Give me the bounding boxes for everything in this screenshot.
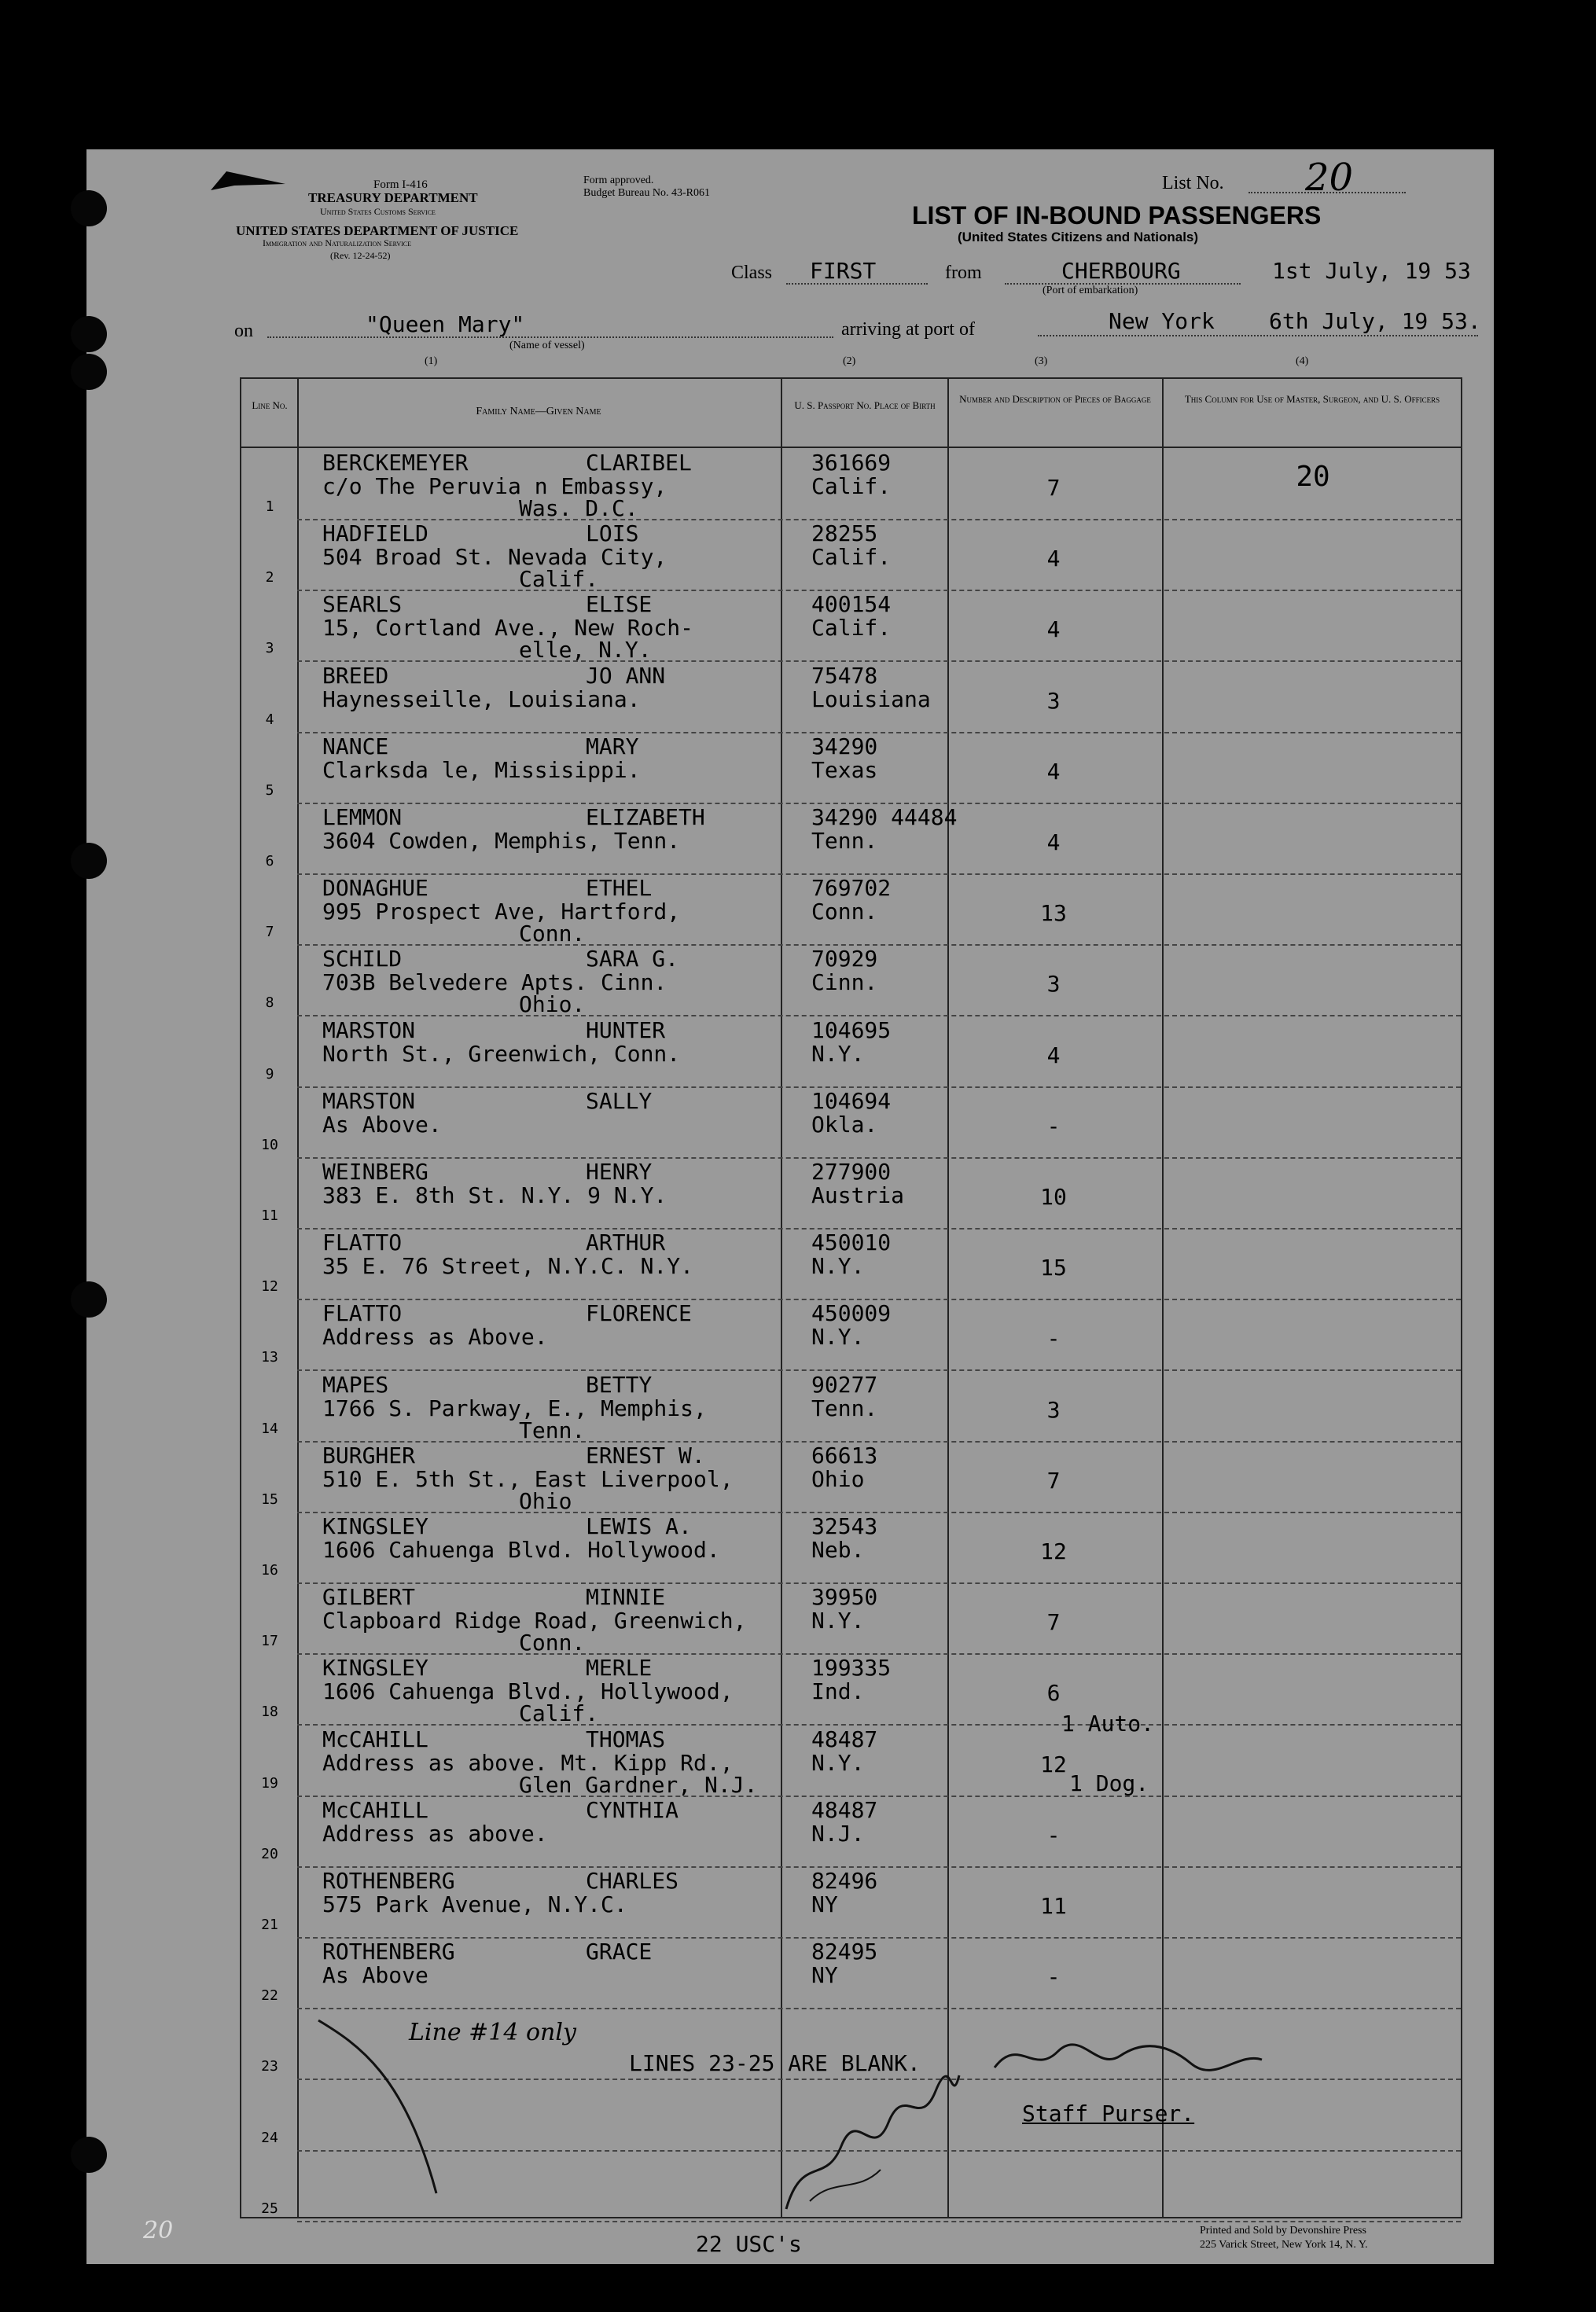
- passport-number: 34290 44484: [811, 804, 958, 830]
- baggage-count: -: [1046, 1113, 1061, 1139]
- handwritten-note: Line #14 only: [409, 2019, 576, 2046]
- address-line-1: 1606 Cahuenga Blvd., Hollywood,: [322, 1678, 734, 1704]
- address-line-1: Address as above.: [322, 1821, 548, 1847]
- row-rule: [297, 944, 1461, 946]
- baggage-count: -: [1046, 1964, 1061, 1990]
- line-number: 4: [265, 711, 274, 728]
- address-line-1: 703B Belvedere Apts. Cinn.: [322, 969, 667, 995]
- address-line-1: As Above.: [322, 1112, 442, 1138]
- col-num-3: (3): [1035, 355, 1048, 367]
- baggage-count: 15: [1040, 1255, 1067, 1281]
- place-of-birth: Ind.: [811, 1678, 865, 1704]
- baggage-count: 4: [1046, 759, 1061, 785]
- line-number: 5: [265, 782, 274, 799]
- surname: BERCKEMEYER: [322, 450, 469, 476]
- place-of-birth: Austria: [811, 1182, 905, 1208]
- place-of-birth: Tenn.: [811, 1395, 878, 1421]
- line-number: 2: [265, 569, 274, 586]
- line-number: 14: [261, 1421, 278, 1437]
- extra-baggage-auto: 1 Auto.: [1061, 1711, 1155, 1737]
- address-line-1: 1766 S. Parkway, E., Memphis,: [322, 1395, 707, 1421]
- given-name: ARTHUR: [586, 1230, 666, 1255]
- row-rule: [297, 2221, 1461, 2222]
- given-name: CHARLES: [586, 1868, 679, 1894]
- place-of-birth: Tenn.: [811, 828, 878, 854]
- row-rule: [297, 519, 1461, 520]
- line-number: 10: [261, 1137, 278, 1153]
- line-number: 19: [261, 1775, 278, 1792]
- baggage-count: 3: [1046, 688, 1061, 714]
- surname: McCAHILL: [322, 1726, 428, 1752]
- address-line-2: Glen Gardner, N.J.: [519, 1772, 758, 1798]
- arrival-date: 6th July, 19 53.: [1269, 308, 1481, 334]
- address-line-1: As Above: [322, 1962, 428, 1988]
- given-name: HUNTER: [586, 1017, 666, 1043]
- address-line-1: 504 Broad St. Nevada City,: [322, 544, 667, 570]
- address-line-1: 35 E. 76 Street, N.Y.C. N.Y.: [322, 1253, 694, 1279]
- place-of-birth: Ohio: [811, 1466, 865, 1492]
- staff-purser: Staff Purser.: [1022, 2101, 1195, 2126]
- printer-line-2: 225 Varick Street, New York 14, N. Y.: [1200, 2239, 1368, 2251]
- line-number: 21: [261, 1917, 278, 1933]
- embark-date: 1st July, 19 53: [1272, 258, 1471, 284]
- usc-note: 22 USC's: [696, 2231, 802, 2257]
- surname: BURGHER: [322, 1443, 416, 1468]
- line-number: 13: [261, 1349, 278, 1366]
- given-name: THOMAS: [586, 1726, 666, 1752]
- list-no-value: 20: [1305, 156, 1354, 200]
- line-number: 22: [261, 1987, 278, 2004]
- row-rule: [297, 1369, 1461, 1371]
- line-number: 3: [265, 640, 274, 656]
- line-number: 25: [261, 2200, 278, 2217]
- address-line-2: Conn.: [519, 921, 586, 946]
- given-name: SALLY: [586, 1088, 653, 1114]
- punch-hole: [71, 843, 107, 879]
- given-name: LOIS: [586, 520, 639, 546]
- address-line-1: Clarksda le, Missisippi.: [322, 757, 641, 783]
- place-of-birth: N.Y.: [811, 1608, 865, 1634]
- budget-bureau: Budget Bureau No. 43-R061: [583, 187, 710, 199]
- baggage-count: 11: [1040, 1893, 1067, 1919]
- surname: ROTHENBERG: [322, 1939, 455, 1965]
- surname: KINGSLEY: [322, 1655, 428, 1681]
- line-number: 15: [261, 1491, 278, 1508]
- address-line-1: c/o The Peruvia n Embassy,: [322, 473, 667, 499]
- passport-number: 48487: [811, 1797, 878, 1823]
- vessel-name: "Queen Mary": [366, 311, 525, 337]
- line-number: 23: [261, 2058, 278, 2075]
- given-name: BETTY: [586, 1372, 653, 1398]
- baggage-count: 6: [1046, 1680, 1061, 1706]
- margin-note: 20: [143, 2217, 174, 2244]
- passport-number: 277900: [811, 1159, 892, 1185]
- passport-number: 450010: [811, 1230, 892, 1255]
- place-of-birth: N.Y.: [811, 1253, 865, 1279]
- form-title: LIST OF IN-BOUND PASSENGERS: [912, 201, 1322, 230]
- address-line-1: 3604 Cowden, Memphis, Tenn.: [322, 828, 681, 854]
- surname: BREED: [322, 663, 389, 689]
- baggage-count: 10: [1040, 1184, 1067, 1210]
- place-of-birth: Neb.: [811, 1537, 865, 1563]
- official-signature: [778, 2060, 967, 2217]
- corner-mark: [211, 167, 289, 195]
- header-family-name: Family Name—Given Name: [476, 406, 601, 417]
- punch-hole: [71, 1281, 107, 1318]
- place-of-birth: Calif.: [811, 615, 892, 641]
- baggage-count: -: [1046, 1822, 1061, 1848]
- row-rule: [297, 1512, 1461, 1513]
- address-line-1: 510 E. 5th St., East Liverpool,: [322, 1466, 734, 1492]
- row-rule: [297, 2008, 1461, 2009]
- port-embark-label: (Port of embarkation): [1043, 285, 1138, 296]
- surname: KINGSLEY: [322, 1513, 428, 1539]
- surname: SCHILD: [322, 946, 403, 972]
- address-line-2: Calif.: [519, 566, 599, 592]
- form-subtitle: (United States Citizens and Nationals): [958, 230, 1199, 244]
- given-name: GRACE: [586, 1939, 653, 1965]
- treasury-dept: TREASURY DEPARTMENT: [308, 190, 478, 205]
- line-number: 6: [265, 853, 274, 869]
- address-line-2: Calif.: [519, 1700, 599, 1726]
- punch-hole: [71, 354, 107, 390]
- given-name: ETHEL: [586, 875, 653, 901]
- class-label: Class: [731, 263, 773, 283]
- place-of-birth: Louisiana: [811, 686, 931, 712]
- passport-number: 90277: [811, 1372, 878, 1398]
- line-number: 7: [265, 924, 274, 940]
- header-officers: This Column for Use of Master, Surgeon, and U. S. Officers: [1184, 393, 1440, 405]
- place-of-birth: Cinn.: [811, 969, 878, 995]
- passport-number: 104695: [811, 1017, 892, 1043]
- arrival-port: New York: [1109, 308, 1215, 334]
- surname: DONAGHUE: [322, 875, 428, 901]
- punch-hole: [71, 190, 107, 226]
- passport-number: 769702: [811, 875, 892, 901]
- surname: GILBERT: [322, 1584, 416, 1610]
- on-label: on: [234, 321, 253, 341]
- row-rule: [297, 1724, 1461, 1726]
- place-of-birth: N.Y.: [811, 1041, 865, 1067]
- passport-number: 361669: [811, 450, 892, 476]
- blank-lines-note: LINES 23-25 ARE BLANK.: [629, 2050, 921, 2076]
- surname: WEINBERG: [322, 1159, 428, 1185]
- baggage-count: 4: [1046, 1042, 1061, 1068]
- address-line-1: 15, Cortland Ave., New Roch-: [322, 615, 694, 641]
- line-number: 9: [265, 1066, 274, 1082]
- surname: NANCE: [322, 733, 389, 759]
- header-line-no: Line No.: [252, 399, 288, 411]
- arriving-label: arriving at port of: [841, 319, 975, 340]
- passport-number: 104694: [811, 1088, 892, 1114]
- surname: McCAHILL: [322, 1797, 428, 1823]
- row-rule: [297, 1796, 1461, 1797]
- passport-number: 28255: [811, 520, 878, 546]
- baggage-count: 12: [1040, 1751, 1067, 1777]
- passport-number: 66613: [811, 1443, 878, 1468]
- col-num-2: (2): [843, 355, 856, 367]
- row-rule: [297, 1015, 1461, 1016]
- given-name: MINNIE: [586, 1584, 666, 1610]
- class-value: FIRST: [810, 258, 877, 284]
- line-number: 17: [261, 1633, 278, 1649]
- address-line-1: Clapboard Ridge Road, Greenwich,: [322, 1608, 747, 1634]
- baggage-count: 4: [1046, 546, 1061, 572]
- address-line-1: 995 Prospect Ave, Hartford,: [322, 899, 681, 924]
- passport-number: 48487: [811, 1726, 878, 1752]
- col-num-1: (1): [425, 355, 438, 367]
- punch-hole: [71, 316, 107, 352]
- given-name: JO ANN: [586, 663, 666, 689]
- passport-number: 82496: [811, 1868, 878, 1894]
- place-of-birth: N.Y.: [811, 1750, 865, 1776]
- check-stroke: [311, 2012, 515, 2201]
- line-number: 1: [265, 498, 274, 515]
- row-rule: [297, 732, 1461, 733]
- surname: FLATTO: [322, 1300, 403, 1326]
- address-line-1: Address as above. Mt. Kipp Rd.,: [322, 1750, 734, 1776]
- baggage-count: 12: [1040, 1538, 1067, 1564]
- row-rule: [297, 1582, 1461, 1584]
- passport-number: 32543: [811, 1513, 878, 1539]
- header-baggage: Number and Description of Pieces of Baggage: [959, 393, 1151, 405]
- address-line-1: North St., Greenwich, Conn.: [322, 1041, 681, 1067]
- form-number: Form I-416: [373, 178, 428, 191]
- line-number: 11: [261, 1207, 278, 1224]
- surname: MAPES: [322, 1372, 389, 1398]
- customs-service: United States Customs Service: [320, 206, 436, 217]
- address-line-1: 575 Park Avenue, N.Y.C.: [322, 1891, 627, 1917]
- extra-baggage-dog: 1 Dog.: [1069, 1770, 1149, 1796]
- surname: MARSTON: [322, 1017, 416, 1043]
- address-line-2: Tenn.: [519, 1417, 586, 1443]
- passport-number: 75478: [811, 663, 878, 689]
- baggage-count: -: [1046, 1325, 1061, 1351]
- surname: HADFIELD: [322, 520, 428, 546]
- printer-line-1: Printed and Sold by Devonshire Press: [1200, 2225, 1366, 2237]
- passport-number: 450009: [811, 1300, 892, 1326]
- revision: (Rev. 12-24-52): [330, 250, 391, 261]
- row-rule: [297, 1937, 1461, 1939]
- form-approved: Form approved.: [583, 175, 654, 186]
- line-number: 8: [265, 994, 274, 1011]
- header-passport: U. S. Passport No. Place of Birth: [794, 399, 936, 411]
- baggage-count: 3: [1046, 971, 1061, 997]
- place-of-birth: Calif.: [811, 473, 892, 499]
- row-rule: [297, 1866, 1461, 1868]
- justice-dept: UNITED STATES DEPARTMENT OF JUSTICE: [236, 223, 519, 238]
- from-value: CHERBOURG: [1061, 258, 1181, 284]
- baggage-count: 7: [1046, 1609, 1061, 1635]
- list-no-label: List No.: [1162, 173, 1224, 193]
- baggage-count: 3: [1046, 1397, 1061, 1423]
- given-name: LEWIS A.: [586, 1513, 692, 1539]
- punch-hole: [71, 2137, 107, 2173]
- vessel-label: (Name of vessel): [509, 340, 585, 351]
- passport-number: 82495: [811, 1939, 878, 1965]
- ins-service: Immigration and Naturalization Service: [263, 237, 412, 248]
- row-rule: [297, 660, 1461, 662]
- place-of-birth: Okla.: [811, 1112, 878, 1138]
- row-rule: [297, 1441, 1461, 1443]
- place-of-birth: Calif.: [811, 544, 892, 570]
- address-line-1: 383 E. 8th St. N.Y. 9 N.Y.: [322, 1182, 667, 1208]
- passport-number: 34290: [811, 733, 878, 759]
- given-name: ELIZABETH: [586, 804, 705, 830]
- surname: FLATTO: [322, 1230, 403, 1255]
- given-name: ERNEST W.: [586, 1443, 705, 1468]
- given-name: CLARIBEL: [586, 450, 692, 476]
- baggage-count: 7: [1046, 1468, 1061, 1494]
- baggage-count: 4: [1046, 829, 1061, 855]
- address-line-1: Address as Above.: [322, 1324, 548, 1350]
- given-name: ELISE: [586, 591, 653, 617]
- place-of-birth: Conn.: [811, 899, 878, 924]
- given-name: MERLE: [586, 1655, 653, 1681]
- baggage-count: 7: [1046, 475, 1061, 501]
- address-line-1: 1606 Cahuenga Blvd. Hollywood.: [322, 1537, 720, 1563]
- passport-number: 39950: [811, 1584, 878, 1610]
- place-of-birth: N.Y.: [811, 1324, 865, 1350]
- address-line-2: Ohio: [519, 1488, 572, 1514]
- address-line-2: Was. D.C.: [519, 495, 638, 521]
- surname: ROTHENBERG: [322, 1868, 455, 1894]
- from-label: from: [945, 263, 982, 283]
- surname: MARSTON: [322, 1088, 416, 1114]
- surname: SEARLS: [322, 591, 403, 617]
- baggage-count: 4: [1046, 616, 1061, 642]
- baggage-count: 13: [1040, 900, 1067, 926]
- line-number: 12: [261, 1278, 278, 1295]
- line-number: 24: [261, 2130, 278, 2146]
- given-name: FLORENCE: [586, 1300, 692, 1326]
- line-number: 16: [261, 1562, 278, 1579]
- address-line-1: Haynesseille, Louisiana.: [322, 686, 641, 712]
- address-line-2: Conn.: [519, 1630, 586, 1656]
- line-number: 18: [261, 1704, 278, 1720]
- purser-signature: [987, 2028, 1270, 2091]
- surname: LEMMON: [322, 804, 403, 830]
- given-name: CYNTHIA: [586, 1797, 679, 1823]
- address-line-2: elle, N.Y.: [519, 637, 652, 663]
- passport-number: 199335: [811, 1655, 892, 1681]
- given-name: SARA G.: [586, 946, 679, 972]
- place-of-birth: Texas: [811, 757, 878, 783]
- given-name: HENRY: [586, 1159, 653, 1185]
- address-line-2: Ohio.: [519, 991, 586, 1017]
- line-number: 20: [261, 1846, 278, 1862]
- given-name: MARY: [586, 733, 639, 759]
- passport-number: 70929: [811, 946, 878, 972]
- officer-note: 20: [1296, 461, 1330, 493]
- passport-number: 400154: [811, 591, 892, 617]
- place-of-birth: NY: [811, 1962, 838, 1988]
- col-num-4: (4): [1296, 355, 1309, 367]
- place-of-birth: N.J.: [811, 1821, 865, 1847]
- place-of-birth: NY: [811, 1891, 838, 1917]
